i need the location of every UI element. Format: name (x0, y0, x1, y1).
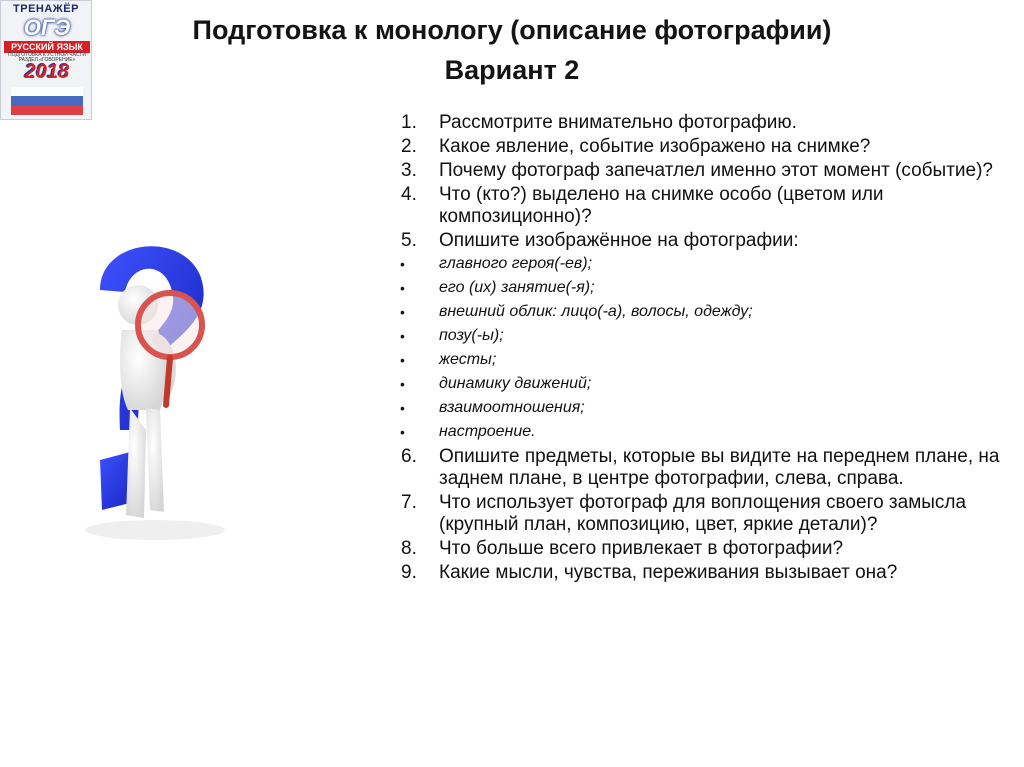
item-number: 6. (401, 446, 417, 467)
item-text: позу(-ы); (439, 327, 504, 344)
magnifier-lens (138, 293, 202, 357)
instructions-list (398, 112, 1024, 586)
bullet-marker: • (400, 400, 405, 416)
numbered-list-item (398, 112, 1024, 134)
numbered-list-item (398, 562, 1024, 584)
item-text: настроение. (439, 423, 536, 440)
cover-logo: ОГЭ (23, 15, 71, 40)
item-text: Какое явление, событие изображено на снимке? (439, 136, 871, 157)
item-number: 3. (401, 160, 417, 181)
item-number: 2. (401, 136, 417, 157)
question-mark-figure-icon (60, 230, 230, 560)
item-text: Опишите изображённое на фотографии: (439, 230, 799, 251)
bullet-marker: • (400, 376, 405, 392)
item-text: Что (кто?) выделено на снимке особо (цветом или композиционно)? (439, 184, 884, 227)
bullet-list-item (398, 398, 1024, 418)
item-text: Рассмотрите внимательно фотографию. (439, 112, 797, 133)
cover-brand-top: ТРЕНАЖЁР (13, 3, 79, 15)
item-text: Опишите предметы, которые вы видите на переднем плане, на заднем плане, в центре фотографии, слева, справа. (439, 446, 1000, 489)
item-text: жесты; (439, 351, 497, 368)
item-text: Почему фотограф запечатлел именно этот момент (событие)? (439, 160, 993, 181)
book-cover-thumbnail (0, 0, 92, 120)
bullet-list-item (398, 302, 1024, 322)
bullet-list-item (398, 278, 1024, 298)
numbered-list-item (398, 184, 1024, 228)
item-text: взаимоотношения; (439, 399, 585, 416)
numbered-list-item (398, 492, 1024, 536)
magnifier-handle (166, 358, 170, 405)
bullet-marker: • (400, 424, 405, 440)
bullet-marker: • (400, 328, 405, 344)
cover-flag-band (11, 87, 83, 115)
cover-year: 2018 (24, 61, 70, 83)
bullet-list-item (398, 326, 1024, 346)
numbered-list-item (398, 230, 1024, 252)
bullet-marker: • (400, 256, 405, 272)
item-number: 5. (401, 230, 417, 251)
numbered-list-item (398, 446, 1024, 490)
item-number: 9. (401, 562, 417, 583)
item-text: Что использует фотограф для воплощения своего замысла (крупный план, композицию, цвет, яркие детали)? (439, 492, 967, 535)
bullet-list-item (398, 254, 1024, 274)
item-number: 4. (401, 184, 417, 205)
figure-right-leg (146, 408, 164, 512)
shadow-shape (85, 520, 225, 540)
item-number: 1. (401, 112, 417, 133)
item-text: Какие мысли, чувства, переживания вызывает она? (439, 562, 898, 583)
item-text: Что больше всего привлекает в фотографии? (439, 538, 844, 559)
bullet-marker: • (400, 352, 405, 368)
cover-ribbon: РУССКИЙ ЯЗЫК (4, 41, 90, 53)
page-title: Подготовка к монологу (описание фотографии) (192, 15, 832, 45)
item-text: динамику движений; (439, 375, 592, 392)
item-number: 8. (401, 538, 417, 559)
item-text: его (их) занятие(-я); (439, 279, 595, 296)
numbered-list-item (398, 136, 1024, 158)
cover-subtitle: ПОДГОТОВКА К УСТНОЙ ЧАСТИ РАЗДЕЛ «ГОВОРЕНИЕ» (8, 52, 86, 63)
item-text: главного героя(-ев); (439, 255, 593, 272)
numbered-list-item (398, 538, 1024, 560)
page-subtitle: Вариант 2 (444, 55, 580, 85)
numbered-list-item (398, 160, 1024, 182)
bullet-list-item (398, 374, 1024, 394)
item-number: 7. (401, 492, 417, 513)
bullet-marker: • (400, 280, 405, 296)
bullet-marker: • (400, 304, 405, 320)
bullet-list-item (398, 350, 1024, 370)
bullet-list-item (398, 422, 1024, 442)
item-text: внешний облик: лицо(-а), волосы, одежду; (439, 303, 753, 320)
